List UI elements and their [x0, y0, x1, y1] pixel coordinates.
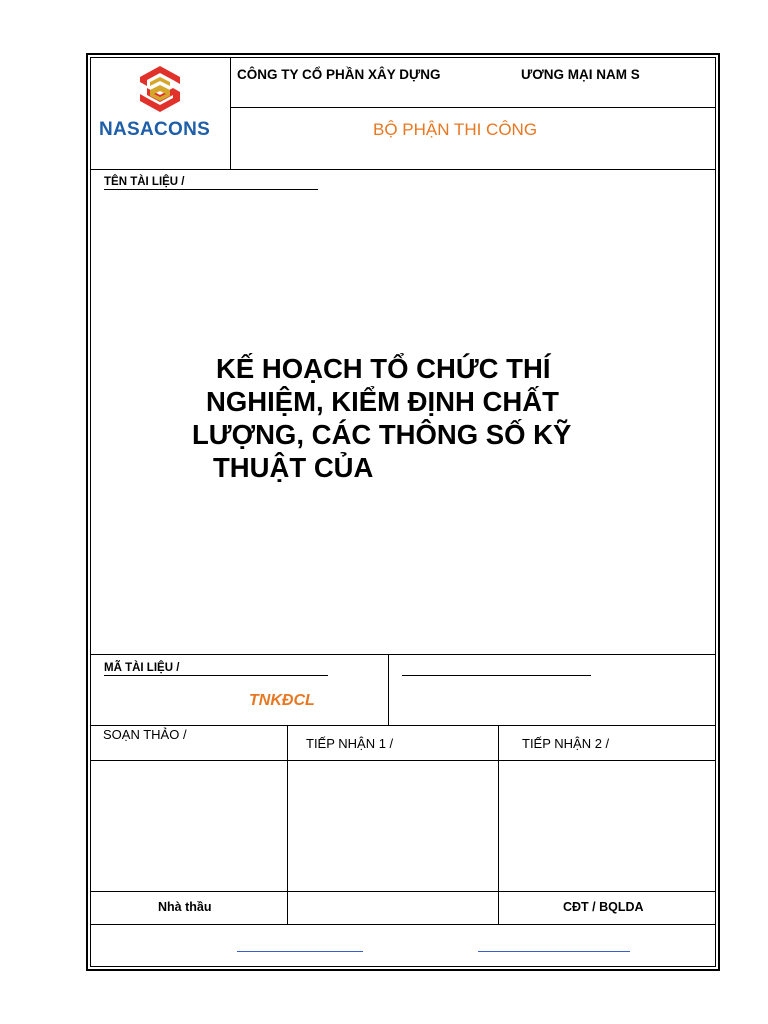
header-mid-line: [230, 107, 716, 108]
header-bottom-line: [90, 169, 716, 170]
drafted-label: SOẠN THẢO /: [103, 727, 187, 742]
title-line-3: LƯỢNG, CÁC THÔNG SỐ KỸ: [192, 419, 572, 450]
contractor-label: Nhà thầu: [158, 900, 212, 914]
document-code-underline: [104, 675, 328, 676]
header-logo-divider: [230, 57, 231, 169]
title-line-2: NGHIỆM, KIỂM ĐỊNH CHẤT: [206, 386, 559, 417]
document-inner-frame: [90, 57, 716, 967]
document-code-value: TNKĐCL: [249, 692, 315, 709]
received-1-label: TIẾP NHẬN 1 /: [306, 736, 394, 751]
approval-sign-bottom-line: [90, 891, 716, 892]
company-name-tail: ƯƠNG MẠI NAM S: [521, 67, 640, 82]
approval-top-line: [90, 725, 716, 726]
approval-col-divider-2: [498, 725, 499, 924]
code-right-underline: [402, 675, 591, 676]
company-name: CÔNG TY CỔ PHẦN XÂY DỰNG: [237, 67, 441, 82]
approval-footer-line: [90, 924, 716, 925]
department-name: BỘ PHẬN THI CÔNG: [373, 120, 538, 139]
approval-col-divider-1: [287, 725, 288, 924]
document-name-underline: [104, 189, 318, 190]
signature-line-right: [478, 951, 630, 952]
document-code-label: MÃ TÀI LIỆU /: [104, 662, 180, 674]
owner-label: CĐT / BQLDA: [563, 900, 644, 914]
company-logo-text: NASACONS: [99, 119, 211, 140]
approval-header-line: [90, 760, 716, 761]
title-line-1: KẾ HOẠCH TỔ CHỨC THÍ: [216, 353, 551, 384]
code-top-line: [90, 654, 716, 655]
document-title: [185, 352, 625, 484]
title-line-4: THUẬT CỦA: [213, 452, 374, 483]
document-name-label: TÊN TÀI LIỆU /: [104, 176, 185, 188]
code-divider: [388, 654, 389, 725]
signature-line-left: [237, 951, 363, 952]
received-2-label: TIẾP NHẬN 2 /: [522, 736, 610, 751]
nasacons-logo-icon: [136, 64, 184, 114]
